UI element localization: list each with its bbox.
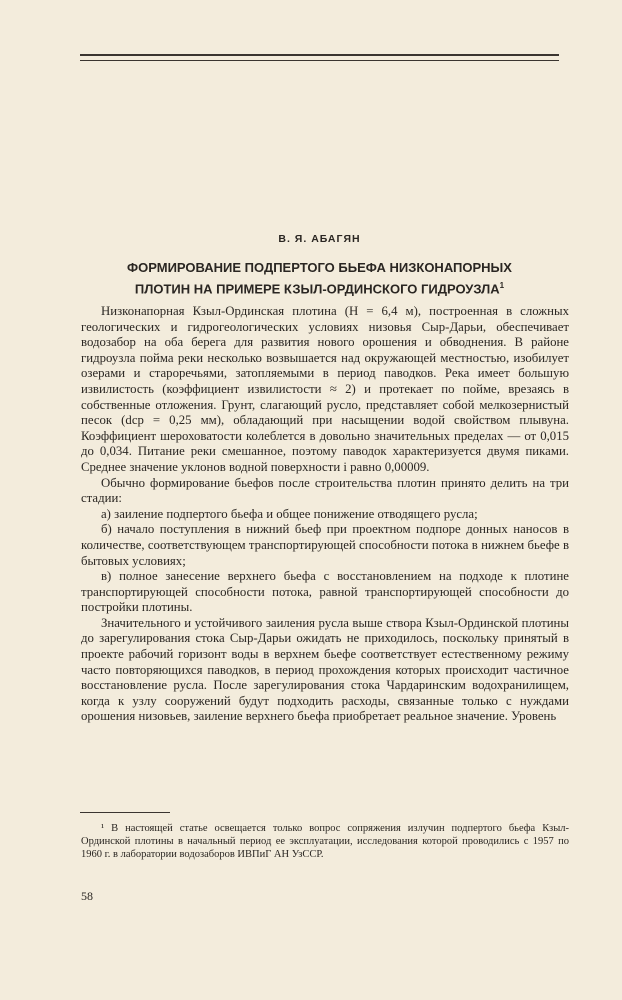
article-title <box>80 259 559 298</box>
title-line-1: ФОРМИРОВАНИЕ ПОДПЕРТОГО БЬЕФА НИЗКОНАПОРНЫХ <box>127 260 512 275</box>
footnote-rule <box>80 812 170 813</box>
author-name: В. Я. АБАГЯН <box>278 233 361 245</box>
header-rule-thin <box>80 60 559 61</box>
header-rule-thick <box>80 54 559 56</box>
paragraph-intro: Низконапорная Кзыл-Ординская плотина (H = 6,4 м), построенная в сложных геологических и гидрогеологических условиях низовья Сыр-Дарьи, обеспечивает водозабор на оба берега для развития нового орошения и обводнения. В районе гидроузла пойма реки несколько возвышается над окружающей местностью, изобилует озерами и староречьями, затопляемыми в период паводков. Река имеет большую извилистость (коэффициент извилистости ≈ 2) и протекает по пойме, врезаясь в собственные отложения. Грунт, слагающий русло, представляет собой мелкозернистый песок (dср = 0,25 мм), обладающий при насыщении водой свойством плывуна. Коэффициент шероховатости колеблется в довольно значительных пределах — от 0,015 до 0,034. Питание реки смешанное, поэтому паводок характеризуется двумя пиками. Среднее значение уклонов водной поверхности i равно 0,00009. <box>81 304 569 474</box>
title-footnote-mark: 1 <box>499 281 505 290</box>
article-body <box>81 304 569 725</box>
footnote <box>81 822 569 861</box>
stage-item-b: б) начало поступления в нижний бьеф при проектном подпоре донных наносов в количестве, соответствующем транспортирующей способности потока в нижнем бьефе в бытовых условиях; <box>81 522 569 568</box>
title-line-2 <box>80 277 559 298</box>
paragraph-siltation: Значительного и устойчивого заиления русла выше створа Кзыл-Ординской плотины до зарегулирования стока Сыр-Дарьи ожидать не приходилось, поскольку принятый в проекте рабочий горизонт воды в верхнем бьефе соответствует естественному режиму часто повторяющихся паводков, в период прохождения которых происходит частичное восстановление русла. После зарегулирования стока Чардаринским водохранилищем, когда к узлу сооружений будут подходить расходы, связанные только с нуждами орошения низовьев, заиление верхнего бьефа приобретает реальное значение. Уровень <box>81 615 569 724</box>
stage-item-c: в) полное занесение верхнего бьефа с восстановлением на подходе к плотине транспортирующей способности потока, равной транспортирующей способности до постройки плотины. <box>81 569 569 615</box>
footnote-text: ¹ В настоящей статье освещается только вопрос сопряжения излучин подпертого бьефа Кзыл-Ординской плотины в начальный период ее эксплуатации, исследования которой проводились с 1957 по 1960 г. в лаборатории водозаборов ИВПиГ АН УзССР. <box>81 823 569 860</box>
title-line-2-text: ПЛОТИН НА ПРИМЕРЕ КЗЫЛ-ОРДИНСКОГО ГИДРОУЗЛА <box>134 281 500 297</box>
page-number: 58 <box>81 889 93 903</box>
paragraph-stages: Обычно формирование бьефов после строительства плотин принято делить на три стадии: <box>81 475 569 506</box>
stage-item-a: а) заиление подпертого бьефа и общее понижение отводящего русла; <box>101 506 478 521</box>
